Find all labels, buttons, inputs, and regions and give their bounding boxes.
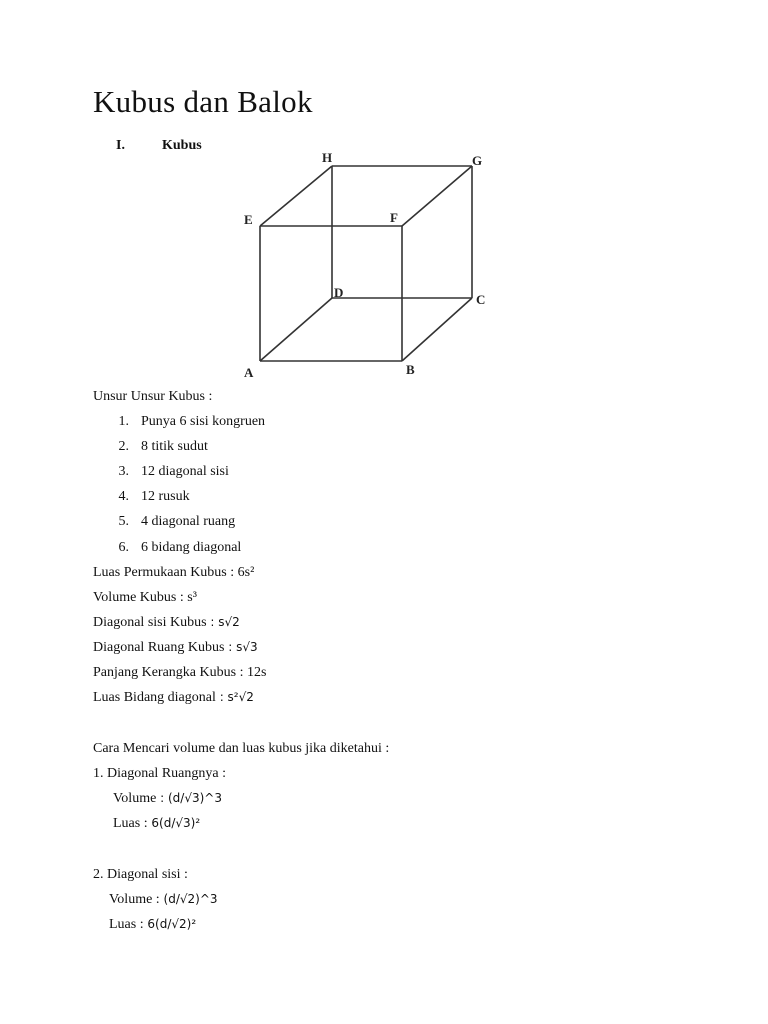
elements-heading: Unsur Unsur Kubus :: [93, 389, 213, 404]
list-item: [105, 464, 229, 480]
case2-luas: [109, 917, 196, 933]
vertex-label-e: E: [244, 212, 253, 227]
list-item-number: 6.: [118, 540, 129, 555]
list-item: [105, 489, 190, 505]
case1-luas: [113, 816, 200, 832]
section-label: Kubus: [162, 138, 202, 153]
methods-intro: Cara Mencari volume dan luas kubus jika diketahui :: [93, 741, 390, 756]
formula-panjang-kerangka: Panjang Kerangka Kubus : 12s: [93, 665, 267, 680]
formula-luas-bidang-diagonal: [93, 690, 254, 706]
formula-diagonal-sisi: [93, 615, 240, 631]
case1-volume: [113, 791, 222, 807]
case2-heading: 2. Diagonal sisi :: [93, 867, 188, 882]
case2-luas-label: Luas :: [109, 917, 144, 932]
case2-luas-formula: 6(d/√2)²: [143, 917, 197, 931]
list-item-number: 4.: [118, 489, 129, 504]
formula-label: Diagonal Ruang Kubus: [93, 640, 225, 655]
cube-diagram: [236, 146, 496, 380]
list-item-text: 4 diagonal ruang: [141, 514, 236, 529]
list-item: [105, 439, 208, 455]
case1-volume-formula: : (d/√3)^3: [156, 791, 222, 805]
vertex-label-c: C: [476, 292, 486, 307]
vertex-label-g: G: [472, 153, 483, 168]
list-item-text: 6 bidang diagonal: [141, 540, 242, 555]
formula-luas-permukaan: Luas Permukaan Kubus : 6s²: [93, 565, 255, 580]
list-item: [105, 414, 265, 430]
page-title: Kubus dan Balok: [93, 84, 313, 119]
list-item: [105, 540, 241, 556]
case2-volume-label: Volume :: [109, 892, 160, 907]
case2-volume: [109, 892, 218, 908]
vertex-label-f: F: [390, 210, 398, 225]
formula-value: : s²√2: [215, 690, 254, 704]
vertex-label-b: B: [406, 362, 415, 377]
edge-ad: [260, 298, 332, 361]
case1-luas-formula: 6(d/√3)²: [147, 816, 201, 830]
formula-value: : s√2: [206, 615, 240, 629]
case1-volume-label: Volume: [113, 791, 157, 806]
case1-luas-label: Luas :: [113, 816, 148, 831]
list-item-text: 8 titik sudut: [141, 439, 208, 454]
edge-eh: [260, 166, 332, 226]
list-item-text: 12 rusuk: [141, 489, 190, 504]
list-item-number: 1.: [118, 414, 129, 429]
list-item-number: 5.: [118, 514, 129, 529]
edge-bc: [402, 298, 472, 361]
case2-volume-formula: (d/√2)^3: [159, 892, 218, 906]
formula-label: Luas Bidang diagonal: [93, 690, 216, 705]
list-item-number: 2.: [118, 439, 129, 454]
vertex-label-d: D: [334, 285, 344, 300]
edge-fg: [402, 166, 472, 226]
case1-heading: 1. Diagonal Ruangnya :: [93, 766, 226, 781]
list-item: [105, 514, 235, 530]
formula-value: : s√3: [224, 640, 258, 654]
list-item-text: Punya 6 sisi kongruen: [141, 414, 266, 429]
section-number: I.: [116, 138, 125, 153]
list-item-number: 3.: [118, 464, 129, 479]
section-heading: [116, 138, 202, 154]
formula-volume: Volume Kubus : s³: [93, 590, 197, 605]
vertex-label-a: A: [244, 365, 254, 380]
vertex-label-h: H: [322, 150, 333, 165]
list-item-text: 12 diagonal sisi: [141, 464, 229, 479]
formula-label: Diagonal sisi Kubus: [93, 615, 207, 630]
formula-diagonal-ruang: [93, 640, 258, 656]
